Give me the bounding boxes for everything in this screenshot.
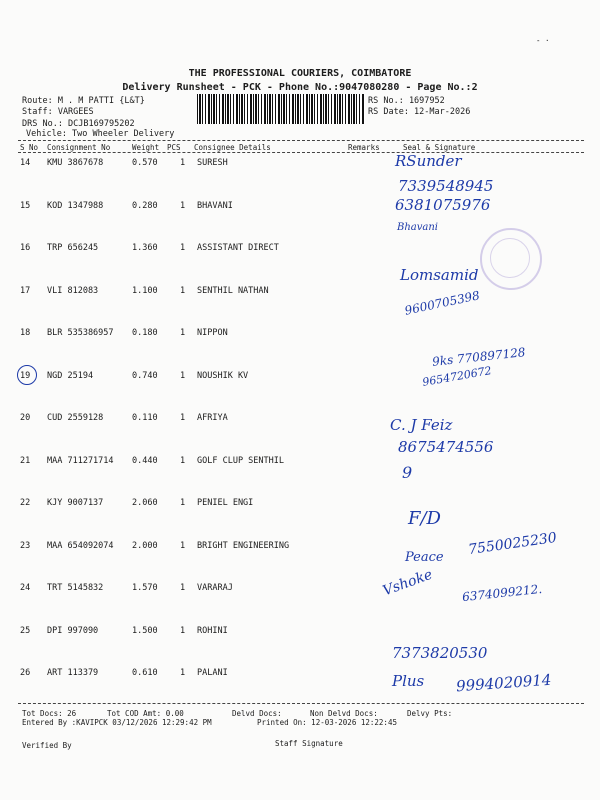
row-consignment: VLI 812083 [47,286,99,296]
col-sno: S No [20,143,39,152]
row-pcs: 1 [180,626,186,636]
table-row [20,413,580,455]
phone-23: 7550025230 [467,529,558,559]
signature-20: C. J Feiz [390,416,453,434]
name-15: Bhavani [397,222,439,233]
header-rule-top [18,140,584,141]
total-docs: Tot Docs: 26 [22,709,77,718]
row-pcs: 1 [180,371,186,381]
row-consignee: AFRIYA [197,413,228,423]
rs-number: RS No.: 1697952 [368,96,445,106]
verified-by: Verified By [22,741,72,750]
row-weight: 0.280 [132,201,158,211]
phone-20: 8675474556 [398,438,494,456]
table-row [20,626,580,668]
row-weight: 2.060 [132,498,158,508]
printed-on: Printed On: 12-03-2026 12:22:45 [257,718,397,727]
phone-15: 6381075976 [395,196,491,214]
row-consignment: ART 113379 [47,668,99,678]
row-weight: 2.000 [132,541,158,551]
row-consignment: KJY 9007137 [47,498,104,508]
row-pcs: 1 [180,286,186,296]
phone-24: 6374099212. [461,581,543,605]
entered-by: Entered By :KAVIPCK 03/12/2026 12:29:42 PM [22,718,212,727]
row-19-circle-mark [17,365,37,385]
delivery-points: Delvy Pts: [407,709,453,718]
row-pcs: 1 [180,328,186,338]
row-weight: 1.100 [132,286,158,296]
footer-rule [18,703,584,704]
col-seal: Seal & Signature [403,143,476,152]
row-consignee: ASSISTANT DIRECT [197,243,279,253]
row-consignee: GOLF CLUP SENTHIL [197,456,284,466]
signature-24: Vshoke [380,566,435,600]
col-consignment: Consignment No [47,143,111,152]
row-sno: 26 [20,668,31,678]
rs-date: RS Date: 12-Mar-2026 [368,107,471,117]
row-consignment: DPI 997090 [47,626,99,636]
row-consignee: VARARAJ [197,583,233,593]
staff-text: Staff: VARGEES [22,107,94,117]
col-pcs: PCS [167,143,181,152]
row-sno: 18 [20,328,31,338]
table-row [20,456,580,498]
corner-mark: - · [536,36,550,45]
row-weight: 0.570 [132,158,158,168]
delivered-docs: Delvd Docs: [232,709,282,718]
row-consignee: BHAVANI [197,201,233,211]
row-consignment: MAA 711271714 [47,456,114,466]
mark-21: 9 [402,463,413,482]
row-consignment: TRT 5145832 [47,583,104,593]
row-consignment: NGD 25194 [47,371,94,381]
row-sno: 24 [20,583,31,593]
row-consignment: BLR 535386957 [47,328,114,338]
row-weight: 0.180 [132,328,158,338]
row-consignee: BRIGHT ENGINEERING [197,541,290,551]
non-delivered-docs: Non Delvd Docs: [310,709,378,718]
row-pcs: 1 [180,456,186,466]
phone-14: 7339548945 [398,177,494,195]
row-sno: 19 [20,371,31,381]
row-consignment: CUD 2559128 [47,413,104,423]
row-pcs: 1 [180,541,186,551]
row-consignee: ROHINI [197,626,228,636]
row-sno: 20 [20,413,31,423]
row-sno: 25 [20,626,31,636]
row-pcs: 1 [180,158,186,168]
rubber-stamp-seal [480,228,542,290]
row-weight: 1.360 [132,243,158,253]
signature-17: Lomsamid [400,266,479,284]
runsheet-title: Delivery Runsheet - PCK - Phone No.:9047080280 - Page No.:2 [122,82,478,93]
note-19: 9ks 770897128 [431,345,527,369]
row-consignee: SENTHIL NATHAN [197,286,269,296]
phone-26: 9994020914 [455,670,552,696]
table-row [20,286,580,328]
drs-number: DRS No.: DCJB169795202 [22,119,135,129]
phone-17: 9600705398 [403,288,481,318]
signature-14: RSunder [395,152,462,170]
row-pcs: 1 [180,413,186,423]
row-consignee: NOUSHIK KV [197,371,249,381]
signature-26: Plus [392,672,425,690]
row-pcs: 1 [180,201,186,211]
table-row [20,498,580,540]
row-consignee: NIPPON [197,328,228,338]
row-sno: 23 [20,541,31,551]
row-weight: 0.740 [132,371,158,381]
header-rule-bottom [18,152,584,153]
row-weight: 0.440 [132,456,158,466]
row-weight: 0.110 [132,413,158,423]
row-pcs: 1 [180,498,186,508]
row-pcs: 1 [180,668,186,678]
col-remarks: Remarks [348,143,380,152]
col-weight: Weight [132,143,160,152]
row-pcs: 1 [180,243,186,253]
row-sno: 17 [20,286,31,296]
row-consignment: MAA 654092074 [47,541,114,551]
total-cod-amount: Tot COD Amt: 0.00 [107,709,184,718]
barcode [197,94,365,124]
row-sno: 14 [20,158,31,168]
signature-23: Peace [405,550,444,565]
mark-22: F/D [408,508,441,529]
row-weight: 0.610 [132,668,158,678]
table-row [20,371,580,413]
staff-signature: Staff Signature [275,739,343,748]
route-text: Route: M . M PATTI {L&T} [22,96,145,106]
row-consignment: KMU 3867678 [47,158,104,168]
row-sno: 22 [20,498,31,508]
row-consignment: TRP 656245 [47,243,99,253]
row-pcs: 1 [180,583,186,593]
row-consignee: SURESH [197,158,228,168]
row-sno: 15 [20,201,31,211]
row-consignment: KOD 1347988 [47,201,104,211]
vehicle-text: Vehicle: Two Wheeler Delivery [26,129,175,139]
col-consignee: Consignee Details [194,143,271,152]
phone-25: 7373820530 [392,644,488,662]
table-row [20,158,580,200]
row-weight: 1.500 [132,626,158,636]
phone-19: 9654720672 [421,364,493,389]
row-consignee: PENIEL ENGI [197,498,254,508]
row-sno: 21 [20,456,31,466]
row-weight: 1.570 [132,583,158,593]
company-title: THE PROFESSIONAL COURIERS, COIMBATORE [188,68,412,79]
row-consignee: PALANI [197,668,228,678]
row-sno: 16 [20,243,31,253]
